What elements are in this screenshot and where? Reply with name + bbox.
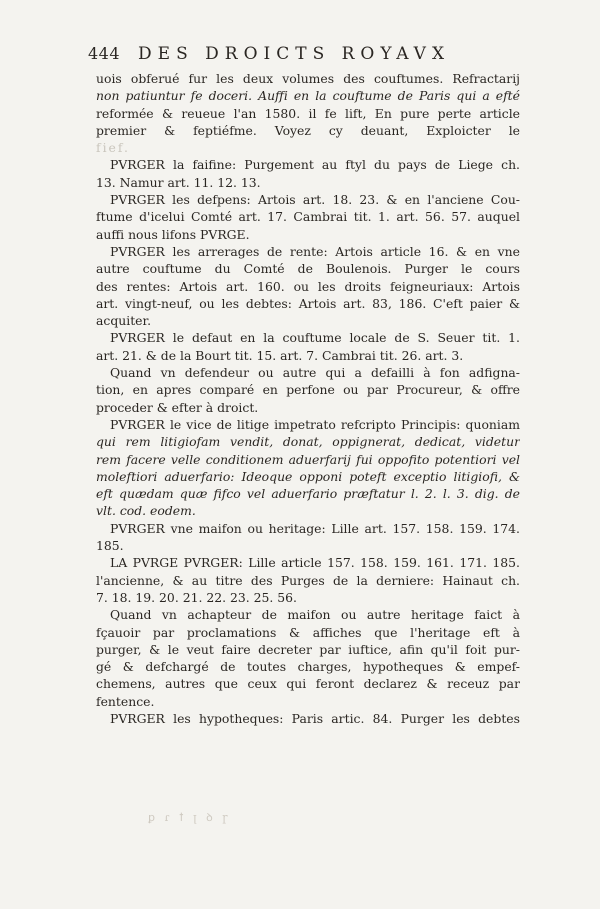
text-line: fçauoir par proclamations & affiches que l'heritage eft à bbox=[96, 624, 520, 640]
text-line: art. vingt-neuf, ou les debtes: Artois art. 83, 186. C'eft paier & bbox=[96, 295, 520, 311]
body-text bbox=[96, 70, 520, 727]
running-title: DES DROICTS ROYAVX bbox=[138, 44, 451, 64]
text-line: reformée & reueue l'an 1580. il fe lift, En pure perte article bbox=[96, 105, 520, 121]
text-line: PVRGER le defaut en la couftume locale de S. Seuer tit. 1. bbox=[110, 330, 520, 346]
text-line: Quand vn defendeur ou autre qui a defailli à fon adfigna- bbox=[110, 365, 520, 381]
text-line: rem facere velle conditionem aduerfarij fui oppofito potentiori vel bbox=[96, 451, 520, 467]
text-line: non patiuntur fe doceri. Auffi en la couftume de Paris qui a efté bbox=[96, 88, 520, 104]
page-number: 444 bbox=[88, 44, 121, 63]
text-line: fief. bbox=[96, 140, 130, 156]
text-line: art. 21. & de la Bourt tit. 15. art. 7. Cambrai tit. 26. art. 3. bbox=[96, 347, 464, 363]
show-through-text: ꝑ ɾ ꝉ ꞁ ꝺ ɼ bbox=[148, 811, 231, 824]
text-line: PVRGER la faifine: Purgement au ftyl du pays de Liege ch. bbox=[110, 157, 520, 173]
text-line: eft quædam quæ fifco vel aduerfario præftatur l. 2. l. 3. dig. de bbox=[96, 486, 520, 502]
text-line: Quand vn achapteur de maifon ou autre heritage faict à bbox=[110, 607, 520, 623]
text-line: LA PVRGE PVRGER: Lille article 157. 158. 159. 161. 171. 185. bbox=[110, 555, 520, 571]
text-line: uois obferué fur les deux volumes des couftumes. Refractarij bbox=[96, 71, 520, 86]
page-header bbox=[88, 44, 528, 70]
text-line: ftume d'icelui Comté art. 17. Cambrai tit. 1. art. 56. 57. auquel bbox=[96, 209, 520, 225]
text-line: moleftiori aduerfario: Ideoque opponi poteft exceptio litigiofi, & bbox=[96, 468, 520, 484]
text-line: premier & feptiéfme. Voyez cy deuant, Exploicter le bbox=[96, 122, 520, 138]
text-line: auffi nous lifons PVRGE. bbox=[96, 226, 250, 242]
text-line: PVRGER le vice de litige impetrato refcripto Principis: quoniam bbox=[110, 416, 520, 432]
text-line: purger, & le veut faire decreter par iuftice, afin qu'il foit pur- bbox=[96, 641, 520, 657]
text-line: qui rem litigiofam vendit, donat, oppignerat, dedicat, videtur bbox=[96, 434, 520, 450]
text-line: acquiter. bbox=[96, 313, 152, 329]
text-line: fentence. bbox=[96, 693, 155, 709]
text-line: 7. 18. 19. 20. 21. 22. 23. 25. 56. bbox=[96, 589, 297, 605]
text-line: 13. Namur art. 11. 12. 13. bbox=[96, 174, 261, 190]
text-line: PVRGER vne maifon ou heritage: Lille art. 157. 158. 159. 174. bbox=[110, 520, 520, 536]
text-line: PVRGER les arrerages de rente: Artois article 16. & en vne bbox=[110, 243, 520, 259]
text-line: autre couftume du Comté de Boulenois. Purger le cours bbox=[96, 261, 520, 277]
text-line: PVRGER les defpens: Artois art. 18. 23. & en l'anciene Cou- bbox=[110, 192, 520, 208]
text-line: l'ancienne, & au titre des Purges de la derniere: Hainaut ch. bbox=[96, 572, 520, 588]
text-line: vlt. cod. eodem. bbox=[96, 503, 196, 519]
text-line: PVRGER les hypotheques: Paris artic. 84. Purger les debtes bbox=[110, 710, 520, 726]
text-line: gé & defchargé de toutes charges, hypotheques & empef- bbox=[96, 659, 520, 675]
text-line: tion, en apres comparé en perfone ou par Procureur, & offre bbox=[96, 382, 520, 398]
text-line: des rentes: Artois art. 160. ou les droits feigneuriaux: Artois bbox=[96, 278, 520, 294]
text-line: 185. bbox=[96, 538, 124, 554]
text-line: chemens, autres que ceux qui feront declarez & receuz par bbox=[96, 676, 520, 692]
text-line: proceder & efter à droict. bbox=[96, 399, 259, 415]
